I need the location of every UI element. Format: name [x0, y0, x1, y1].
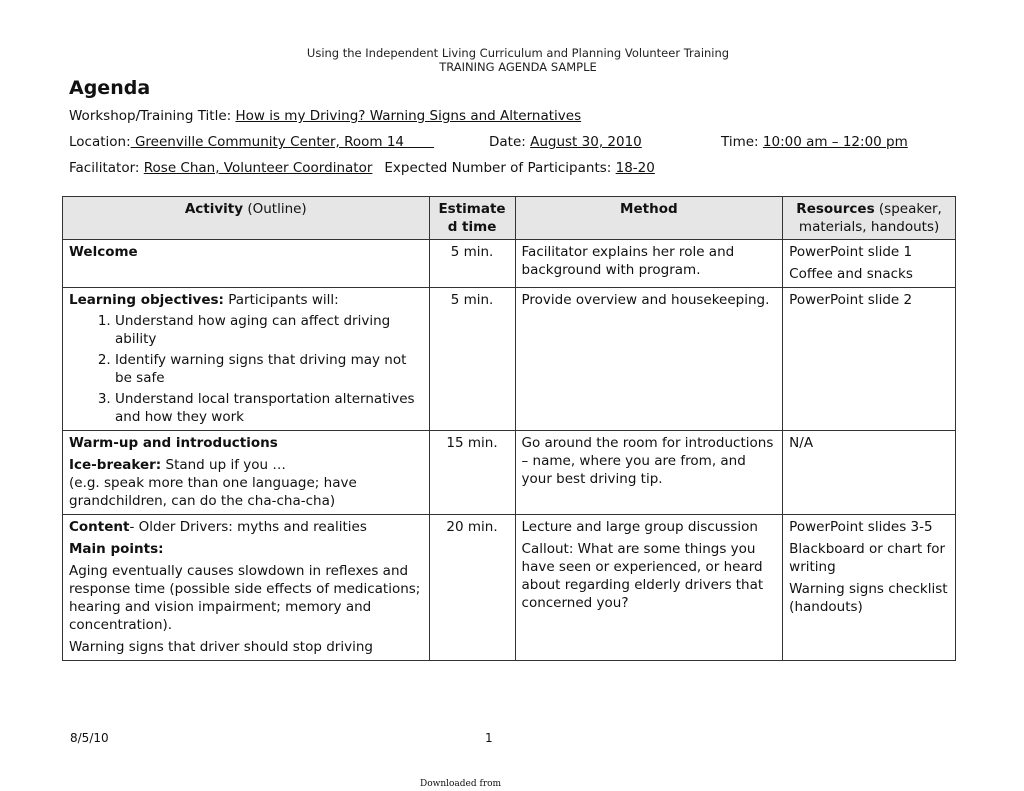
location-label: Location: [69, 134, 131, 150]
activity-cell: Welcome [63, 240, 430, 288]
workshop-title-value: How is my Driving? Warning Signs and Alternatives [235, 108, 582, 124]
header-line-2: TRAINING AGENDA SAMPLE [439, 60, 597, 74]
workshop-title-label: Workshop/Training Title: [69, 108, 236, 124]
facilitator-line [69, 160, 655, 177]
location-line [69, 134, 949, 151]
time-label: Time: [721, 134, 763, 150]
footer-date: 8/5/10 [70, 731, 109, 745]
date-group [489, 134, 642, 151]
facilitator-value: Rose Chan, Volunteer Coordinator [143, 160, 373, 176]
time-cell: 15 min. [429, 431, 515, 515]
table-row [63, 515, 956, 661]
table-header-row [63, 197, 956, 240]
time-cell: 5 min. [429, 240, 515, 288]
workshop-title-line [69, 108, 581, 125]
date-label: Date: [489, 134, 531, 150]
header-resources: Resources (speaker, materials, handouts) [783, 197, 956, 240]
activity-cell: Learning objectives: Participants will: 1. Understand how aging can affect driving ability 2. Identify warning signs that driving may not be safe 3. Understand local transportation alternatives and how they work [63, 288, 430, 431]
date-value: August 30, 2010 [530, 134, 642, 150]
header-line-1: Using the Independent Living Curriculum and Planning Volunteer Training [306, 46, 730, 60]
agenda-table [62, 196, 956, 661]
method-cell: Facilitator explains her role and background with program. [515, 240, 783, 288]
objectives-list [69, 312, 423, 426]
list-item: 2. Identify warning signs that driving may not be safe [115, 351, 423, 387]
method-cell: Provide overview and housekeeping. [515, 288, 783, 431]
resources-cell: PowerPoint slides 3-5 Blackboard or chart for writing Warning signs checklist (handouts) [783, 515, 956, 661]
activity-cell: Warm-up and introductions Ice-breaker: Stand up if you … (e.g. speak more than one language; have grandchildren, can do the cha-cha-cha) [63, 431, 430, 515]
table-row [63, 240, 956, 288]
header-activity: Activity (Outline) [63, 197, 430, 240]
participants-value: 18-20 [615, 160, 655, 176]
header-method: Method [515, 197, 783, 240]
location-value: Greenville Community Center, Room 14 [130, 134, 435, 150]
time-value: 10:00 am – 12:00 pm [762, 134, 908, 150]
activity-cell: Content- Older Drivers: myths and realities Main points: Aging eventually causes slowdown in reflexes and response time (possible side effects of medications; hearing and vision impairment; memory and concentration). Warning signs that driver should stop driving [63, 515, 430, 661]
time-cell: 20 min. [429, 515, 515, 661]
table-row [63, 288, 956, 431]
resources-cell: PowerPoint slide 1 Coffee and snacks [783, 240, 956, 288]
time-cell: 5 min. [429, 288, 515, 431]
method-cell: Go around the room for introductions – name, where you are from, and your best driving tip. [515, 431, 783, 515]
document-header [0, 46, 1024, 74]
participants-label: Expected Number of Participants: [384, 160, 616, 176]
header-estimated-time: Estimate d time [429, 197, 515, 240]
time-group [721, 134, 908, 151]
list-item: 3. Understand local transportation alternatives and how they work [115, 390, 423, 426]
list-item: 1. Understand how aging can affect driving ability [115, 312, 423, 348]
resources-cell: N/A [783, 431, 956, 515]
facilitator-label: Facilitator: [69, 160, 144, 176]
page-number: 1 [485, 731, 493, 745]
agenda-title: Agenda [69, 77, 151, 99]
method-cell: Lecture and large group discussion Callout: What are some things you have seen or experienced, or heard about regarding elderly drivers that concerned you? [515, 515, 783, 661]
downloaded-from-note: Downloaded from [420, 779, 502, 789]
table-row [63, 431, 956, 515]
resources-cell: PowerPoint slide 2 [783, 288, 956, 431]
